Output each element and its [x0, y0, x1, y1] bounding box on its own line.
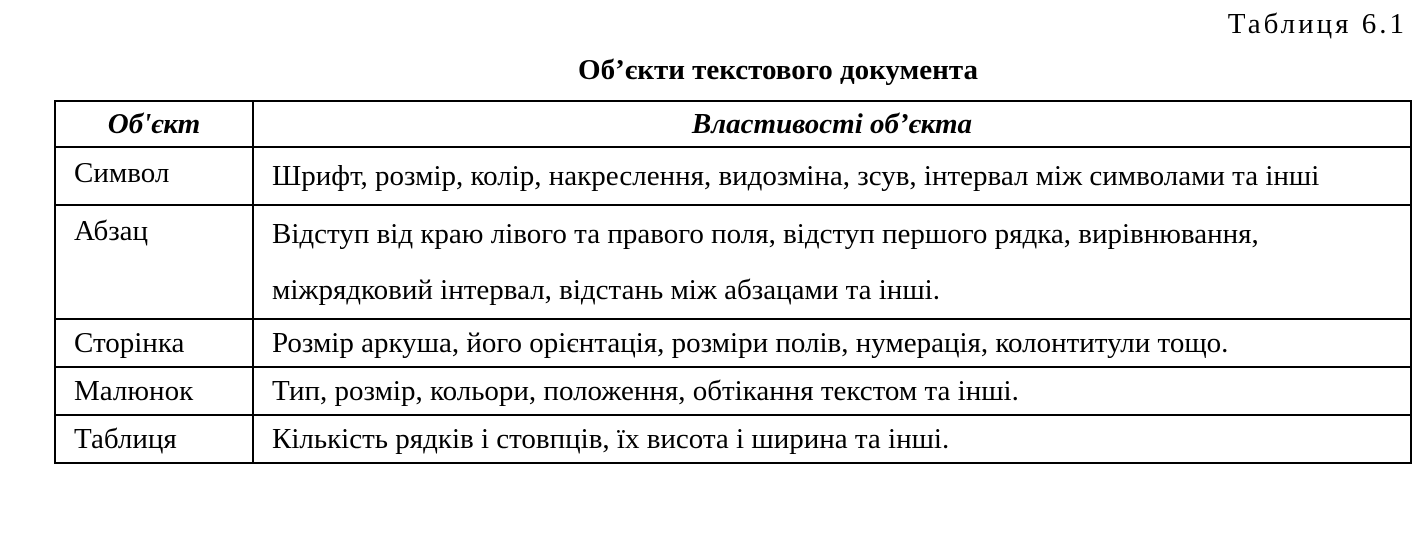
object-cell: Символ: [55, 147, 253, 205]
object-cell: Малюнок: [55, 367, 253, 415]
table-number-label: Таблиця 6.1: [1227, 8, 1407, 40]
header-properties: Властивості об’єкта: [253, 101, 1411, 147]
table-title: Об’єкти текстового документа: [578, 54, 978, 86]
properties-cell: Шрифт, розмір, колір, накреслення, видозміна, зсув, інтервал між символами та інші: [253, 147, 1411, 205]
header-object: Об'єкт: [55, 101, 253, 147]
table-row: [55, 319, 1411, 367]
table-row: [55, 367, 1411, 415]
object-cell: Таблиця: [55, 415, 253, 463]
table-row: [55, 147, 1411, 205]
object-cell: Абзац: [55, 205, 253, 319]
table-row: [55, 205, 1411, 319]
objects-table: [54, 100, 1412, 464]
properties-cell: Кількість рядків і стовпців, їх висота і ширина та інші.: [253, 415, 1411, 463]
object-cell: Сторінка: [55, 319, 253, 367]
properties-cell: Тип, розмір, кольори, положення, обтікання текстом та інші.: [253, 367, 1411, 415]
properties-cell: Розмір аркуша, його орієнтація, розміри полів, нумерація, колонтитули тощо.: [253, 319, 1411, 367]
table-header-row: [55, 101, 1411, 147]
table-row: [55, 415, 1411, 463]
properties-cell: Відступ від краю лівого та правого поля, відступ першого рядка, вирівнювання, міжрядковий інтервал, відстань між абзацами та інші.: [253, 205, 1411, 319]
